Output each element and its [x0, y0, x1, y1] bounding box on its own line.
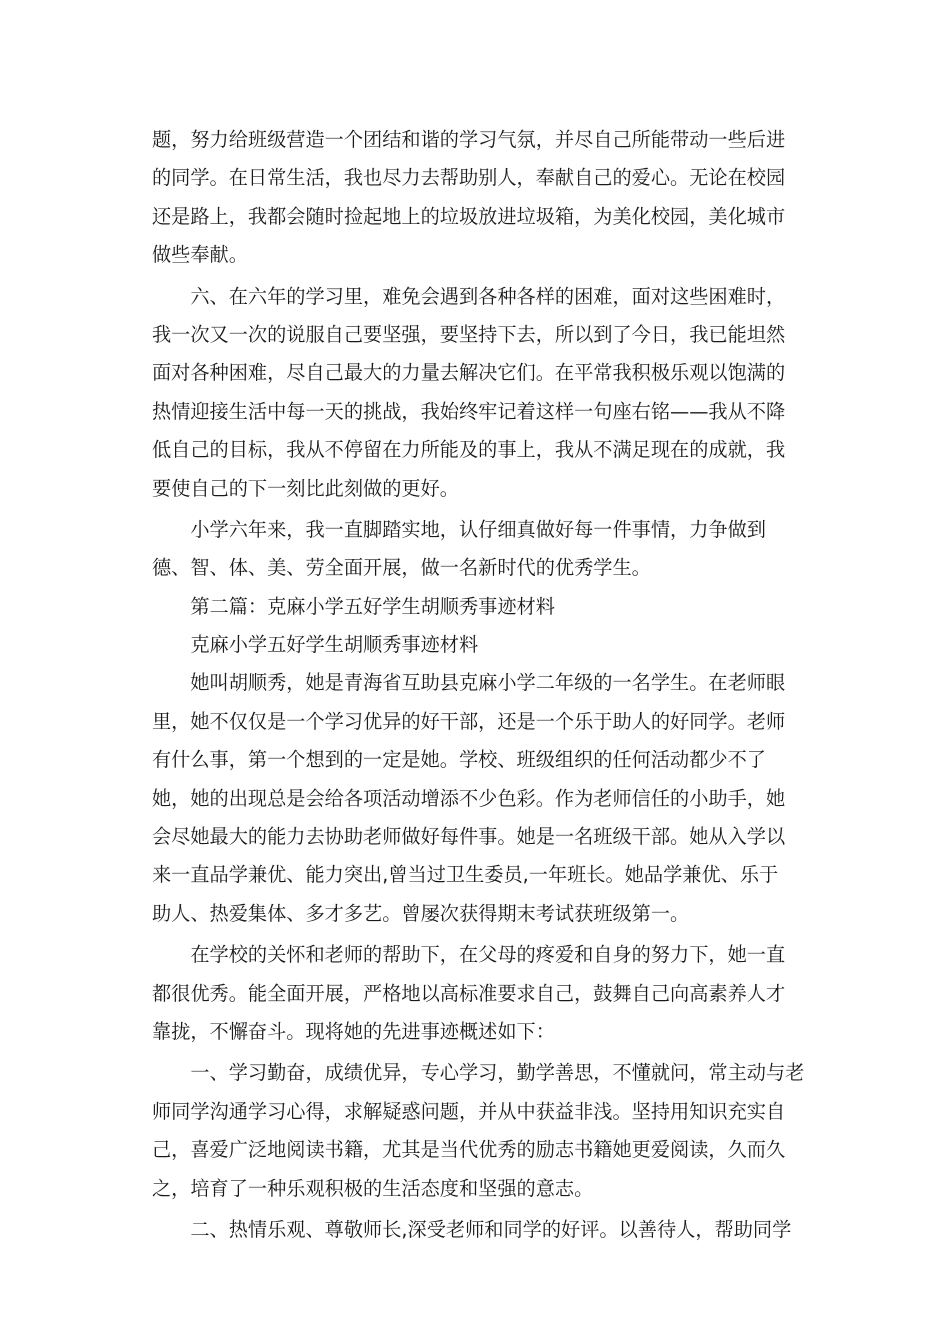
text-line: 之，培育了一种乐观积极的生活态度和坚强的意志。 — [152, 1176, 594, 1200]
text-line: 低自己的目标，我从不停留在力所能及的事上，我从不满足现在的成就，我 — [152, 438, 786, 462]
text-line: 有什么事，第一个想到的一定是她。学校、班级组织的任何活动都少不了 — [152, 748, 766, 772]
text-line: 她叫胡顺秀，她是青海省互助县克麻小学二年级的一名学生。在老师眼 — [152, 671, 786, 695]
text-line: 助人、热爱集体、多才多艺。曾屡次获得期末考试获班级第一。 — [152, 901, 690, 925]
text-line: 靠拢，不懈奋斗。现将她的先进事迹概述如下： — [152, 1019, 555, 1043]
section-heading: 第二篇：克麻小学五好学生胡顺秀事迹材料 — [152, 594, 555, 618]
text-line: 要使自己的下一刻比此刻做的更好。 — [152, 476, 459, 500]
text-line: 师同学沟通学习心得，求解疑惑问题，并从中获益非浅。坚持用知识充实自 — [152, 1099, 786, 1123]
document-body — [152, 121, 805, 1249]
text-line: 的同学。在日常生活，我也尽力去帮助别人，奉献自己的爱心。无论在校园 — [152, 166, 786, 190]
text-line: 小学六年来，我一直脚踏实地，认仔细真做好每一件事情，力争做到 — [152, 517, 766, 541]
text-line: 己，喜爱广泛地阅读书籍，尤其是当代优秀的励志书籍她更爱阅读，久而久 — [152, 1138, 786, 1162]
text-line: 面对各种困难，尽自己最大的力量去解决它们。在平常我积极乐观以饱满的 — [152, 361, 786, 385]
text-line: 做些奉献。 — [152, 243, 248, 267]
text-line: 一、学习勤奋，成绩优异，专心学习，勤学善思，不懂就问，常主动与老 — [152, 1061, 805, 1085]
section-subheading: 克麻小学五好学生胡顺秀事迹材料 — [152, 633, 479, 657]
text-line: 都很优秀。能全面开展，严格地以高标准要求自己，鼓舞自己向高素养人才 — [152, 981, 786, 1005]
text-line: 里，她不仅仅是一个学习优异的好干部，还是一个乐于助人的好同学。老师 — [152, 709, 786, 733]
text-line: 在学校的关怀和老师的帮助下，在父母的疼爱和自身的努力下，她一直 — [152, 943, 786, 967]
text-line: 六、在六年的学习里，难免会遇到各种各样的困难，面对这些困难时， — [152, 284, 786, 308]
text-line: 她，她的出现总是会给各项活动增添不少色彩。作为老师信任的小助手，她 — [152, 786, 786, 810]
text-line: 热情迎接生活中每一天的挑战，我始终牢记着这样一句座右铭——我从不降 — [152, 399, 786, 423]
text-line: 我一次又一次的说服自己要坚强，要坚持下去，所以到了今日，我已能坦然 — [152, 322, 786, 346]
text-line: 德、智、体、美、劳全面开展，做一名新时代的优秀学生。 — [152, 556, 651, 580]
text-line: 会尽她最大的能力去协助老师做好每件事。她是一名班级干部。她从入学以 — [152, 825, 786, 849]
text-line: 题，努力给班级营造一个团结和谐的学习气氛，并尽自己所能带动一些后进 — [152, 128, 786, 151]
text-line: 来一直品学兼优、能力突出,曾当过卫生委员,一年班长。她品学兼优、乐于 — [152, 863, 779, 887]
text-line: 还是路上，我都会随时捡起地上的垃圾放进垃圾箱，为美化校园，美化城市 — [152, 204, 786, 228]
text-line: 二、热情乐观、尊敬师长,深受老师和同学的好评。以善待人，帮助同学 — [152, 1217, 792, 1241]
